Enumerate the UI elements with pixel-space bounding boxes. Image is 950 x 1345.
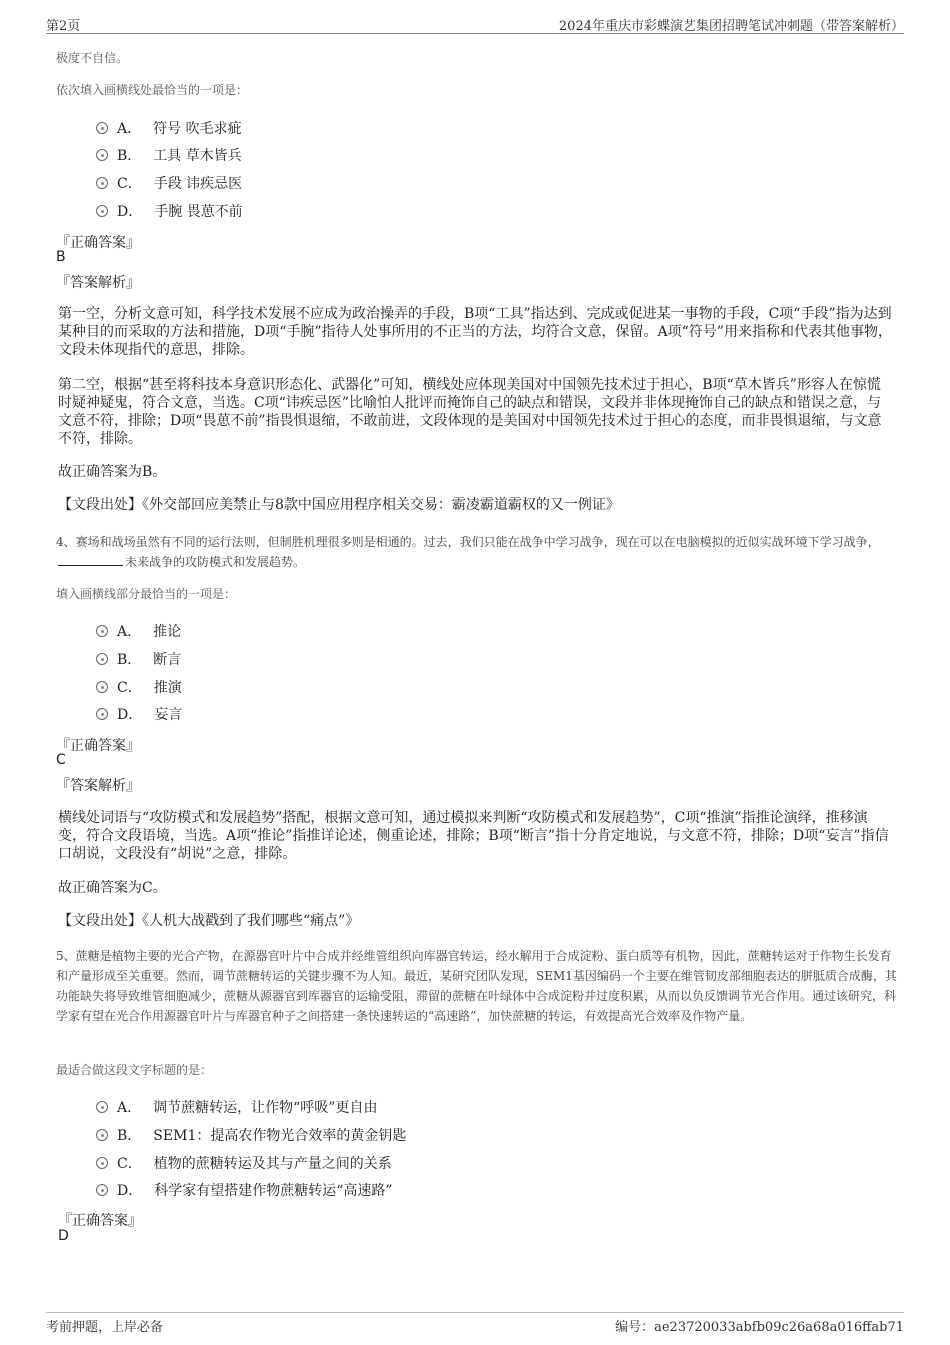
q3-option-b[interactable]: B． 工具 草木皆兵 bbox=[96, 145, 242, 167]
q4-answer-label: 『正确答案』 bbox=[56, 738, 140, 754]
q5-answer: D bbox=[58, 1228, 69, 1244]
q3-answer-label: 『正确答案』 bbox=[56, 235, 140, 251]
q5-option-c[interactable]: C． 植物的蔗糖转运及其与产量之间的关系 bbox=[96, 1153, 392, 1175]
page-footer bbox=[46, 1312, 904, 1335]
radio-icon[interactable] bbox=[96, 1184, 108, 1196]
q3-answer: B bbox=[56, 249, 66, 265]
q4-conclusion: 故正确答案为C。 bbox=[58, 880, 167, 896]
radio-icon[interactable] bbox=[96, 625, 108, 637]
q4-stem: 4、赛场和战场虽然有不同的运行法则，但制胜机理很多则是相通的。过去，我们只能在战争中学习战争，现在可以在电脑模拟的近似实战环境下学习战争，未来战争的攻防模式和发展趋势。 bbox=[56, 535, 880, 569]
radio-icon[interactable] bbox=[96, 681, 108, 693]
radio-icon[interactable] bbox=[96, 122, 108, 134]
radio-icon[interactable] bbox=[96, 708, 108, 720]
document-title: 2024年重庆市彩蝶演艺集团招聘笔试冲刺题（带答案解析） bbox=[558, 19, 904, 34]
q5-answer-label: 『正确答案』 bbox=[58, 1213, 142, 1229]
q3-source: 【文段出处】《外交部回应美禁止与8款中国应用程序相关交易：霸凌霸道霸权的又一例证》 bbox=[58, 497, 620, 513]
q3-analysis-paragraph-2: 第二空，根据“甚至将科技本身意识形态化、武器化”可知，横线处应体现美国对中国领先技术过于担心，B项“草木皆兵”形容人在惊慌时疑神疑鬼，符合文意，当选。C项“讳疾忌医”比喻怕人批评而掩饰自己的缺点和错误，文段并非体现掩饰自己的缺点和错误之意，与文意不符，排除；D项“畏葸不前”指畏惧退缩，不敢前进，文段体现的是美国对中国领先技术过于担心的态度，而非畏惧退缩，与文意不符，排除。 bbox=[58, 377, 882, 447]
q4-prompt: 填入画横线部分最恰当的一项是： bbox=[56, 587, 237, 601]
radio-icon[interactable] bbox=[96, 177, 108, 189]
q3-option-d[interactable]: D． 手腕 畏葸不前 bbox=[96, 201, 243, 223]
q4-analysis-paragraph: 横线处词语与“攻防模式和发展趋势”搭配，根据文意可知，通过模拟来判断“攻防模式和发展趋势”，C项“推演”指推论演绎，推移演变，符合文段语境，当选。A项“推论”指推详论述，侧重论述，排除；B项“断言”指十分肯定地说，与文意不符，排除；D项“妄言”指信口胡说，文段没有“胡说”之意，排除。 bbox=[58, 810, 889, 862]
q3-option-a[interactable]: A． 符号 吹毛求疵 bbox=[96, 118, 242, 140]
radio-icon[interactable] bbox=[96, 1129, 108, 1141]
document-id: 编号：ae23720033abfb09c26a68a016ffab71 bbox=[615, 1320, 904, 1335]
q3-prompt: 依次填入画横线处最恰当的一项是： bbox=[56, 83, 249, 97]
radio-icon[interactable] bbox=[96, 205, 108, 217]
radio-icon[interactable] bbox=[96, 1101, 108, 1113]
q4-option-c[interactable]: C． 推演 bbox=[96, 677, 182, 699]
q5-option-b[interactable]: B． SEM1：提高农作物光合效率的黄金钥匙 bbox=[96, 1125, 406, 1147]
q5-stem: 5、蔗糖是植物主要的光合产物，在源器官叶片中合成并经维管组织向库器官转运，经水解用于合成淀粉、蛋白质等有机物，因此，蔗糖转运对于作物生长发育和产量形成至关重要。然而，调节蔗糖转运的关键步骤不为人知。最近，某研究团队发现，SEM1基因编码一个主要在维管韧皮部细胞表达的胼胝质合成酶，其功能缺失将导致维管细胞减少，蔗糖从源器官到库器官的运输受阻，滞留的蔗糖在叶绿体中合成淀粉并过度积累，从而以负反馈调节光合作用。通过该研究，科学家有望在光合作用源器官叶片与库器官种子之间搭建一条快速转运的“高速路”，加快蔗糖的转运，有效提高光合效率及作物产量。 bbox=[56, 949, 897, 1023]
q3-analysis-paragraph-1: 第一空，分析文意可知，科学技术发展不应成为政治操弄的手段，B项“工具”指达到、完成或促进某一事物的手段，C项“手段”指为达到某种目的而采取的方法和措施，D项“手腕”指待人处事所用的不正当的方法，均符合文意，保留。A项“符号”用来指称和代表其他事物，文段未体现指代的意思，排除。 bbox=[58, 306, 892, 358]
fill-blank bbox=[58, 553, 123, 566]
q4-answer: C bbox=[56, 752, 66, 768]
q3-option-c[interactable]: C． 手段 讳疾忌医 bbox=[96, 173, 242, 195]
footer-slogan: 考前押题，上岸必备 bbox=[46, 1320, 164, 1335]
q3-conclusion: 故正确答案为B。 bbox=[58, 464, 167, 480]
q4-option-a[interactable]: A． 推论 bbox=[96, 621, 181, 643]
page-number: 第2页 bbox=[46, 19, 81, 34]
q4-analysis-label: 『答案解析』 bbox=[56, 778, 140, 794]
q4-option-d[interactable]: D． 妄言 bbox=[96, 704, 182, 726]
radio-icon[interactable] bbox=[96, 1157, 108, 1169]
q4-source: 【文段出处】《人机大战戳到了我们哪些“痛点”》 bbox=[58, 913, 360, 929]
q5-option-a[interactable]: A． 调节蔗糖转运，让作物“呼吸”更自由 bbox=[96, 1097, 377, 1119]
page-header bbox=[46, 13, 904, 34]
q3-analysis-label: 『答案解析』 bbox=[56, 275, 140, 291]
q4-option-b[interactable]: B． 断言 bbox=[96, 649, 181, 671]
q5-option-d[interactable]: D． 科学家有望搭建作物蔗糖转运“高速路” bbox=[96, 1180, 393, 1202]
radio-icon[interactable] bbox=[96, 653, 108, 665]
radio-icon[interactable] bbox=[96, 149, 108, 161]
q5-prompt: 最适合做这段文字标题的是： bbox=[56, 1063, 213, 1077]
q3-stem-tail: 极度不自信。 bbox=[56, 51, 129, 65]
